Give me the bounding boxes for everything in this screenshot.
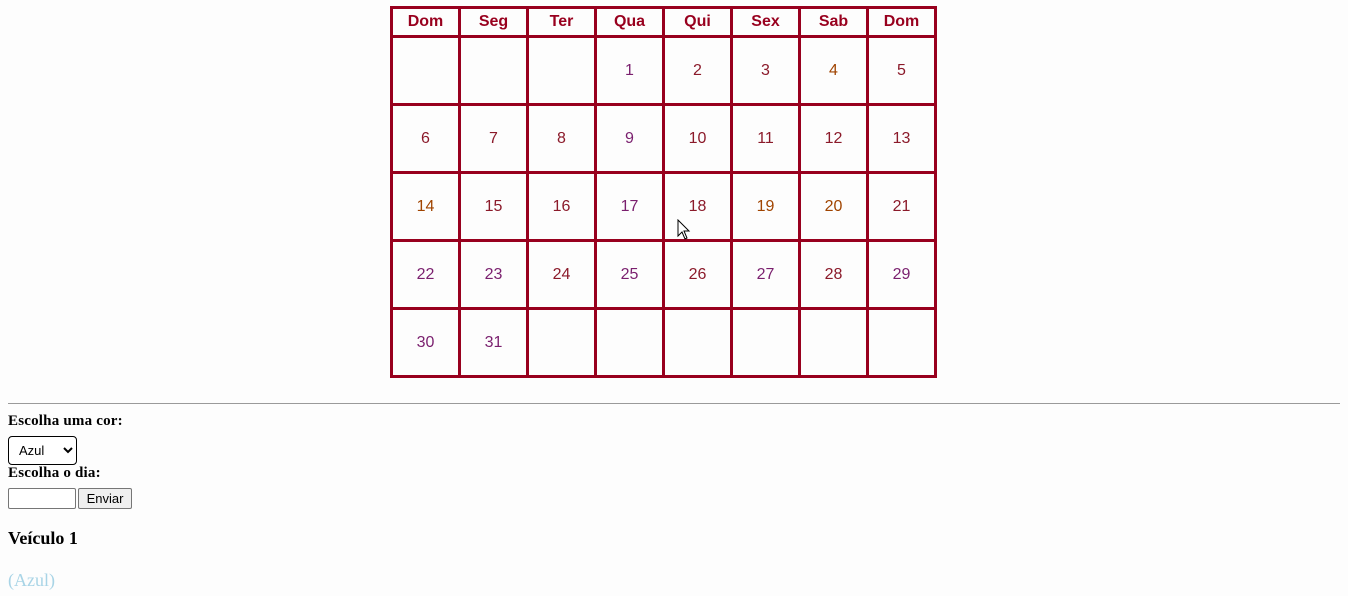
header-dom: Dom <box>392 8 460 37</box>
calendar-week-4 <box>392 241 936 309</box>
calendar-week-2 <box>392 105 936 173</box>
calendar-table <box>390 6 937 378</box>
calendar-week-5 <box>392 309 936 377</box>
calendar-day-cell[interactable]: 10 <box>664 105 732 173</box>
calendar-day-cell[interactable]: 11 <box>732 105 800 173</box>
calendar-day-cell[interactable]: 14 <box>392 173 460 241</box>
vehicle-title: Veículo 1 <box>8 528 78 548</box>
calendar-day-cell[interactable]: 22 <box>392 241 460 309</box>
calendar-day-cell[interactable] <box>460 37 528 105</box>
send-button[interactable]: Enviar <box>78 488 132 509</box>
day-label: Escolha o dia: <box>8 465 101 481</box>
calendar-day-cell[interactable]: 3 <box>732 37 800 105</box>
calendar-day-cell[interactable] <box>528 309 596 377</box>
calendar-day-cell[interactable]: 24 <box>528 241 596 309</box>
calendar-day-cell[interactable]: 28 <box>800 241 868 309</box>
calendar-day-cell[interactable]: 20 <box>800 173 868 241</box>
calendar-header-row <box>392 8 936 37</box>
calendar-day-cell[interactable]: 31 <box>460 309 528 377</box>
header-sab: Sab <box>800 8 868 37</box>
calendar-day-cell[interactable]: 26 <box>664 241 732 309</box>
calendar-day-cell[interactable]: 7 <box>460 105 528 173</box>
calendar-day-cell[interactable]: 23 <box>460 241 528 309</box>
calendar-day-cell[interactable] <box>732 309 800 377</box>
calendar-week-1 <box>392 37 936 105</box>
vehicle-color-text: (Azul) <box>8 570 55 590</box>
header-ter: Ter <box>528 8 596 37</box>
header-dom-2: Dom <box>868 8 936 37</box>
calendar-day-cell[interactable]: 5 <box>868 37 936 105</box>
calendar-day-cell[interactable]: 2 <box>664 37 732 105</box>
calendar-day-cell[interactable]: 8 <box>528 105 596 173</box>
calendar-day-cell[interactable]: 15 <box>460 173 528 241</box>
color-select[interactable] <box>8 436 77 465</box>
header-seg: Seg <box>460 8 528 37</box>
header-qua: Qua <box>596 8 664 37</box>
calendar-day-cell[interactable]: 17 <box>596 173 664 241</box>
calendar-day-cell[interactable]: 19 <box>732 173 800 241</box>
header-qui: Qui <box>664 8 732 37</box>
header-sex: Sex <box>732 8 800 37</box>
calendar-day-cell[interactable]: 12 <box>800 105 868 173</box>
calendar-day-cell[interactable]: 21 <box>868 173 936 241</box>
calendar-day-cell[interactable] <box>596 309 664 377</box>
calendar-day-cell[interactable] <box>800 309 868 377</box>
calendar-day-cell[interactable]: 18 <box>664 173 732 241</box>
calendar-week-3 <box>392 173 936 241</box>
calendar-day-cell[interactable]: 25 <box>596 241 664 309</box>
calendar-day-cell[interactable] <box>528 37 596 105</box>
calendar-day-cell[interactable]: 6 <box>392 105 460 173</box>
calendar-day-cell[interactable]: 4 <box>800 37 868 105</box>
mouse-pointer-icon <box>677 219 691 241</box>
calendar-day-cell[interactable]: 13 <box>868 105 936 173</box>
divider <box>8 403 1340 404</box>
calendar-day-cell[interactable]: 1 <box>596 37 664 105</box>
calendar-day-cell[interactable]: 16 <box>528 173 596 241</box>
calendar-day-cell[interactable]: 27 <box>732 241 800 309</box>
calendar-day-cell[interactable] <box>664 309 732 377</box>
calendar-day-cell[interactable]: 29 <box>868 241 936 309</box>
color-label: Escolha uma cor: <box>8 413 123 429</box>
day-input[interactable] <box>8 488 76 509</box>
calendar-day-cell[interactable] <box>392 37 460 105</box>
calendar-day-cell[interactable]: 9 <box>596 105 664 173</box>
calendar-day-cell[interactable]: 30 <box>392 309 460 377</box>
calendar-day-cell[interactable] <box>868 309 936 377</box>
